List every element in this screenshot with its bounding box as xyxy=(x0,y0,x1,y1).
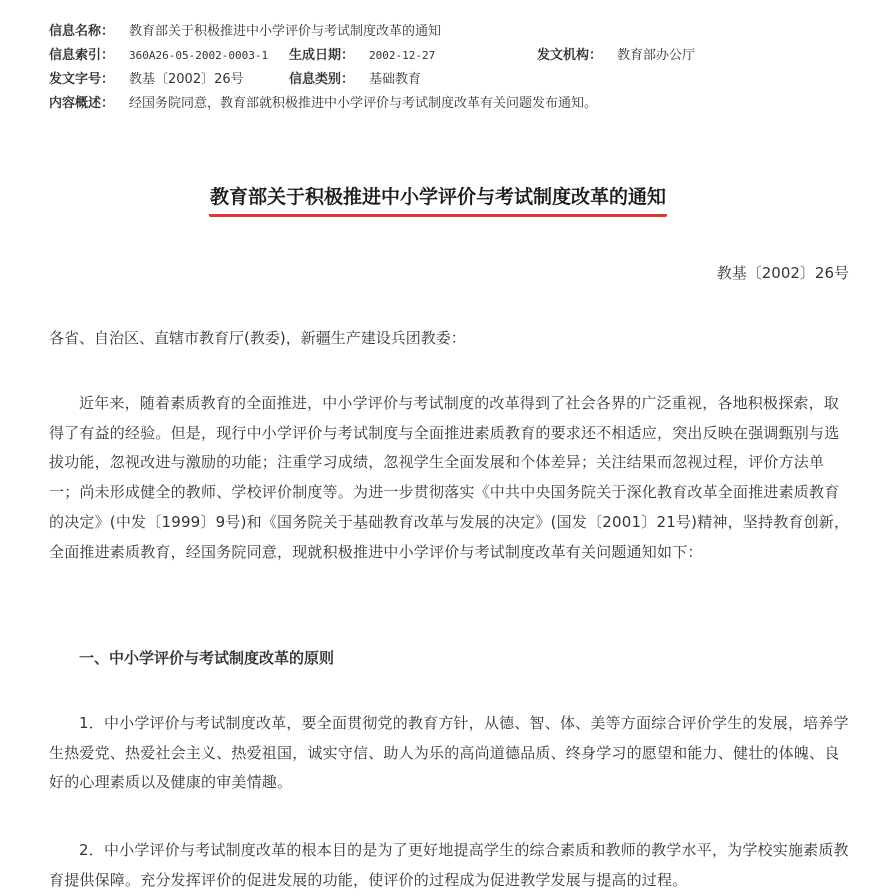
meta-row-docno xyxy=(49,68,849,92)
issuer-label: 发文机构： xyxy=(537,48,603,63)
meta-row-index xyxy=(49,44,849,68)
meta-row-name xyxy=(49,20,849,44)
document-metadata xyxy=(49,20,849,116)
section-heading-principles: 一、中小学评价与考试制度改革的原则 xyxy=(79,649,335,667)
summary-label: 内容概述： xyxy=(49,96,115,111)
principle-item-2: 2．中小学评价与考试制度改革的根本目的是为了更好地提高学生的综合素质和教师的教学水平，为学校实施素质教育提供保障。充分发挥评价的促进发展的功能，使评价的过程成为促进教学发展与提高的过程。 xyxy=(49,841,849,889)
index-value: 360A26-05-2002-0003-1 xyxy=(129,49,269,62)
index-label: 信息索引： xyxy=(49,48,115,63)
principle-item-1: 1．中小学评价与考试制度改革，要全面贯彻党的教育方针，从德、智、体、美等方面综合评价学生的发展，培养学生热爱党、热爱社会主义、热爱祖国，诚实守信、助人为乐的高尚道德品质、终身学习的愿望和能力、健壮的体魄、良好的心理素质以及健康的审美情趣。 xyxy=(49,714,849,792)
meta-row-summary xyxy=(49,92,849,116)
category-value: 基础教育 xyxy=(369,72,422,87)
issuer-value: 教育部办公厅 xyxy=(617,48,696,63)
doc-no-label: 发文字号： xyxy=(49,72,115,87)
document-title-wrap xyxy=(0,182,876,217)
document-title: 教育部关于积极推进中小学评价与考试制度改革的通知 xyxy=(209,182,667,217)
intro-paragraph: 近年来，随着素质教育的全面推进，中小学评价与考试制度的改革得到了社会各界的广泛重视，各地积极探索，取得了有益的经验。但是，现行中小学评价与考试制度与全面推进素质教育的要求还不相适应，突出反映在强调甄别与选拔功能，忽视改进与激励的功能；注重学习成绩，忽视学生全面发展和个体差异；关注结果而忽视过程，评价方法单一；尚未形成健全的教师、学校评价制度等。为进一步贯彻落实《中共中央国务院关于深化教育改革全面推进素质教育的决定》(中发〔1999〕9号)和《国务院关于基础教育改革与发展的决定》(国发〔2001〕21号)精神，坚持教育创新，全面推进素质教育，经国务院同意，现就积极推进中小学评价与考试制度改革有关问题通知如下： xyxy=(49,394,850,561)
info-name-value: 教育部关于积极推进中小学评价与考试制度改革的通知 xyxy=(129,24,442,39)
summary-value: 经国务院同意，教育部就积极推进中小学评价与考试制度改革有关问题发布通知。 xyxy=(129,96,598,111)
date-label: 生成日期： xyxy=(289,48,355,63)
info-name-label: 信息名称： xyxy=(49,24,115,39)
category-label: 信息类别： xyxy=(289,72,355,87)
salutation: 各省、自治区、直辖市教育厅(教委)，新疆生产建设兵团教委： xyxy=(49,329,466,347)
document-number: 教基〔2002〕26号 xyxy=(716,264,849,282)
doc-no-value: 教基〔2002〕26号 xyxy=(129,72,244,87)
date-value: 2002-12-27 xyxy=(369,49,436,62)
